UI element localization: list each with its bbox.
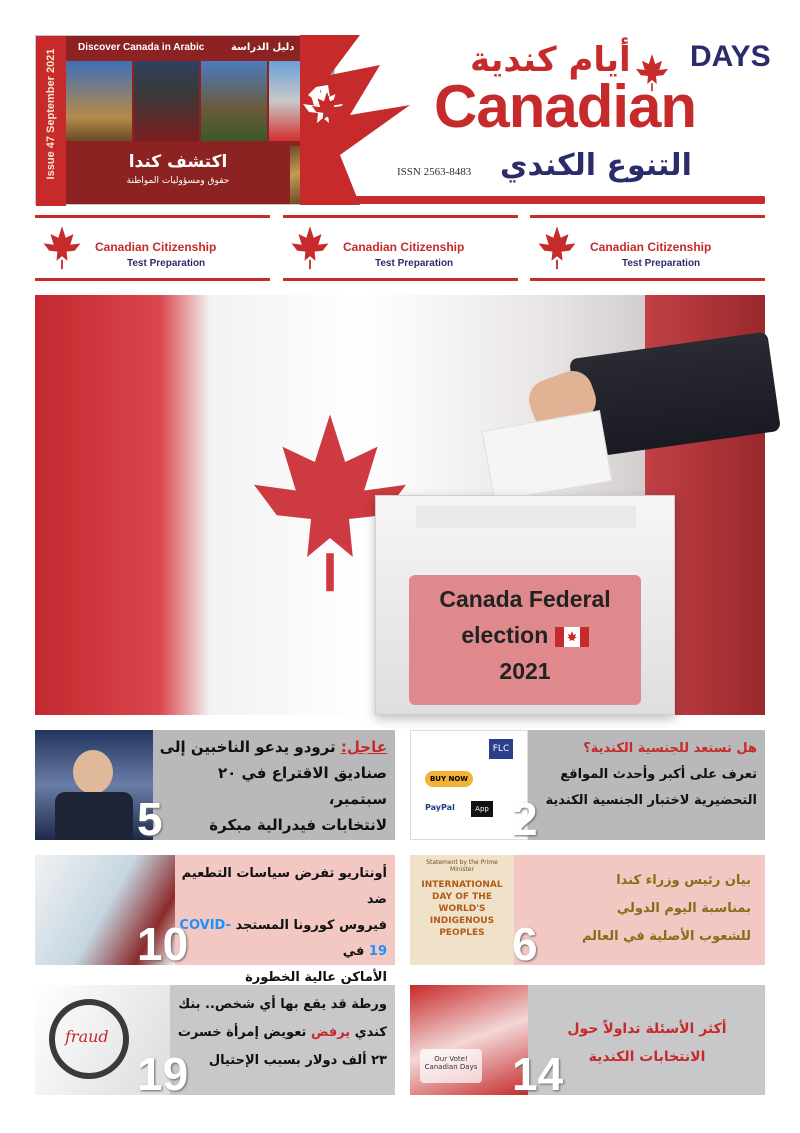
article-trudeau[interactable] — [35, 730, 395, 845]
maple-leaf-icon — [287, 224, 333, 270]
article-headline — [561, 867, 751, 951]
maple-leaf-icon — [534, 224, 580, 270]
breaking-label: عاجل: — [340, 738, 387, 756]
article-ontario-vaccine[interactable] — [35, 855, 395, 985]
headline-line-2 — [177, 913, 387, 965]
article-headline — [162, 991, 387, 1075]
headline-line-1: أكثر الأسئلة تداولاً حول — [567, 1021, 727, 1037]
badge-title: Canadian Citizenship — [590, 240, 712, 254]
study-guide-subline: حقوق ومسؤوليات المواطنة — [126, 176, 230, 186]
study-guide-cover[interactable] — [35, 35, 335, 205]
page-number: 2 — [512, 793, 538, 845]
headline-line-1: ورطة قد يقع بها أي شخص.. بنك — [178, 997, 387, 1012]
headline-line-2 — [162, 1019, 387, 1047]
headline-line-2-a: فيروس كورونا المستجد — [230, 918, 387, 933]
flc-logo: FLC — [489, 739, 513, 759]
election-crowd-photo — [410, 985, 528, 1095]
canada-flag-icon — [555, 627, 589, 647]
headline-line-2: بمناسبة اليوم الدولي — [616, 901, 751, 916]
page-number: 6 — [512, 918, 538, 970]
page-number: 14 — [512, 1048, 564, 1100]
page-number: 5 — [137, 793, 163, 845]
article-indigenous-day[interactable] — [410, 855, 765, 970]
badge-title: Canadian Citizenship — [343, 240, 465, 254]
article-fraud[interactable] — [35, 985, 395, 1100]
study-guide-headline-group — [78, 144, 278, 186]
citizenship-app-collage — [410, 730, 528, 840]
buy-now-button: BUY NOW — [425, 771, 473, 787]
headline-line-3: الأماكن عالية الخطورة — [245, 970, 387, 985]
issn-number: ISSN 2563-8483 — [397, 166, 472, 178]
article-election-questions[interactable] — [410, 985, 765, 1100]
article-citizenship-prep[interactable] — [410, 730, 765, 845]
issue-strip — [36, 36, 66, 206]
headline-line-2: الانتخابات الكندية — [588, 1049, 706, 1065]
article-headline — [155, 734, 387, 838]
photo-moose — [201, 61, 267, 141]
indigenous-day-graphic — [410, 855, 514, 965]
headline-line-2-c: في — [342, 944, 369, 959]
portrait-face — [73, 750, 113, 794]
ballot-slot — [416, 506, 636, 528]
photo-rcmp — [134, 61, 200, 141]
logo-canadian: Canadian — [434, 73, 697, 140]
headline-line-1: هل تستعد للجنسية الكندية؟ — [583, 741, 757, 756]
study-guide-photo-strip — [66, 61, 334, 141]
hero-label-year: 2021 — [499, 658, 551, 684]
hero-label-election: election — [461, 622, 549, 648]
study-guide-headline: اكتشف كندا — [128, 152, 228, 172]
headline-line-2-c: تعويض إمرأة خسرت — [177, 1025, 311, 1040]
ballot-paper — [482, 410, 613, 502]
indigenous-day-title: INTERNATIONAL DAY OF THE WORLD'S INDIGENOUS PEOPLES — [421, 880, 503, 938]
trudeau-photo — [35, 730, 153, 840]
headline-line-3: ٢٣ ألف دولار بسبب الإحتيال — [208, 1053, 387, 1068]
badge-title: Canadian Citizenship — [95, 240, 217, 254]
badge-subtitle: Test Preparation — [375, 258, 454, 269]
badge-subtitle: Test Preparation — [622, 258, 701, 269]
headline-line-3: لانتخابات فيدرالية مبكرة — [209, 816, 387, 834]
hero-election-image[interactable] — [35, 295, 765, 715]
hero-label-line2 — [409, 617, 641, 653]
hero-label — [409, 575, 641, 705]
maple-leaf-icon — [39, 224, 85, 270]
headline-line-2-a: كندي — [350, 1025, 387, 1040]
study-guide-title: Discover Canada in Arabic — [78, 42, 205, 53]
citizenship-test-badge[interactable] — [283, 215, 518, 281]
logo-arabic-title: أيام كندية — [470, 40, 631, 80]
page-number: 19 — [137, 1048, 189, 1100]
badge-subtitle: Test Preparation — [127, 258, 206, 269]
citizenship-test-badge[interactable] — [530, 215, 765, 281]
headline-line-1 — [155, 734, 387, 760]
logo-days: DAYS — [690, 40, 771, 73]
our-vote-caption: Our Vote! Canadian Days — [420, 1049, 482, 1083]
article-headline — [532, 736, 757, 814]
headline-line-1: أونتاريو تفرض سياسات التطعيم ضد — [181, 866, 387, 907]
issue-label: Issue 47 September 2021 — [45, 48, 57, 180]
study-guide-label: دليل الدراسة — [231, 42, 295, 53]
headline-line-1-text: ترودو يدعو الناخبين إلى — [159, 738, 341, 756]
masthead-flag-banner — [300, 35, 410, 205]
article-headline — [177, 861, 387, 991]
headline-line-1: بيان رئيس وزراء كندا — [616, 873, 751, 888]
hero-label-line1: Canada Federal — [439, 586, 611, 612]
citizenship-test-badge[interactable] — [35, 215, 270, 281]
headline-line-3: للشعوب الأصلية في العالم — [581, 929, 751, 944]
refuses-label: يرفض — [310, 1025, 351, 1040]
page-number: 10 — [137, 918, 189, 970]
covid-label: COVID-19 — [179, 918, 387, 959]
headline-line-2: تعرف على أكبر وأحدث المواقع — [560, 767, 757, 782]
headline-line-3: التحضيرية لاختبار الجنسية الكندية — [545, 793, 757, 808]
article-headline — [547, 1015, 747, 1071]
masthead-tagline: التنوع الكندي — [500, 148, 692, 183]
paypal-logo: PayPal — [425, 803, 455, 812]
app-store-badge: App — [471, 801, 493, 817]
photo-inukshuk — [66, 61, 132, 141]
headline-line-2: صناديق الاقتراع في ٢٠ سبتمبر، — [217, 764, 387, 808]
fraud-word: fraud — [65, 1027, 109, 1046]
portrait-suit — [55, 792, 133, 840]
statement-caption: Statement by the Prime Minister — [426, 859, 498, 873]
masthead-rule — [340, 196, 765, 204]
